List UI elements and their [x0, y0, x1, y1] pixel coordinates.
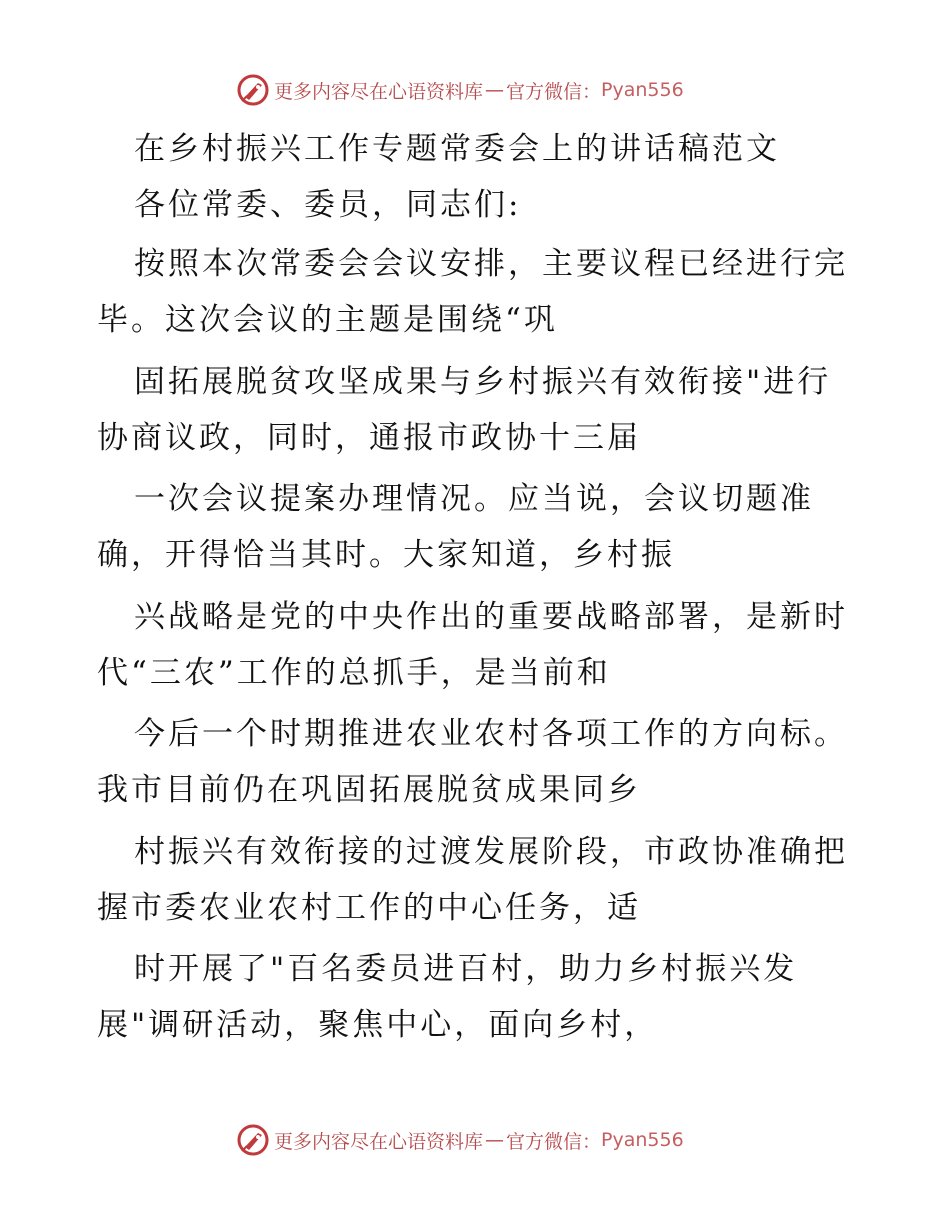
paragraph-line: 我市目前仍在巩固拓展脱贫成果同乡	[97, 772, 641, 808]
paragraph-line: 握市委农业农村工作的中心任务，适	[97, 890, 641, 926]
banner-separator: —	[485, 79, 505, 101]
banner-site-text: 更多内容尽在心语资料库	[274, 80, 484, 103]
paragraph-line: 展"调研活动，聚焦中心，面向乡村，	[97, 1007, 659, 1043]
paragraph-line: 固拓展脱贫攻坚成果与乡村振兴有效衔接"进行	[134, 364, 832, 400]
document-title: 在乡村振兴工作专题常委会上的讲话稿范文	[134, 131, 780, 167]
paragraph-line: 今后一个时期推进农业农村各项工作的方向标。	[134, 716, 848, 752]
paragraph-line: 毕。这次会议的主题是围绕“巩	[97, 302, 558, 338]
header-banner	[236, 73, 716, 107]
greeting-line: 各位常委、委员，同志们:	[134, 187, 522, 223]
banner-wechat-label: 官方微信：	[506, 1130, 602, 1153]
paragraph-line: 协商议政，同时，通报市政协十三届	[97, 420, 641, 456]
pen-nib-logo-icon	[236, 73, 270, 107]
paragraph-line: 一次会议提案办理情况。应当说，会议切题准	[134, 481, 814, 517]
paragraph-line: 代“三农”工作的总抓手，是当前和	[97, 655, 611, 691]
paragraph-line: 村振兴有效衔接的过渡发展阶段，市政协准确把	[134, 834, 848, 870]
paragraph-line: 时开展了"百名委员进百村，助力乡村振兴发	[134, 951, 798, 987]
banner-wechat-label: 官方微信：	[506, 80, 602, 103]
banner-wechat-id: Pyan556	[601, 1129, 684, 1151]
paragraph-line: 兴战略是党的中央作出的重要战略部署，是新时	[134, 599, 848, 635]
paragraph-line: 确，开得恰当其时。大家知道，乡村振	[97, 537, 675, 573]
paragraph-line: 按照本次常委会会议安排，主要议程已经进行完	[134, 246, 848, 282]
banner-separator: —	[485, 1129, 505, 1151]
pen-nib-logo-icon	[236, 1123, 270, 1157]
footer-banner	[236, 1123, 716, 1157]
banner-site-text: 更多内容尽在心语资料库	[274, 1130, 484, 1153]
banner-wechat-id: Pyan556	[601, 79, 684, 101]
